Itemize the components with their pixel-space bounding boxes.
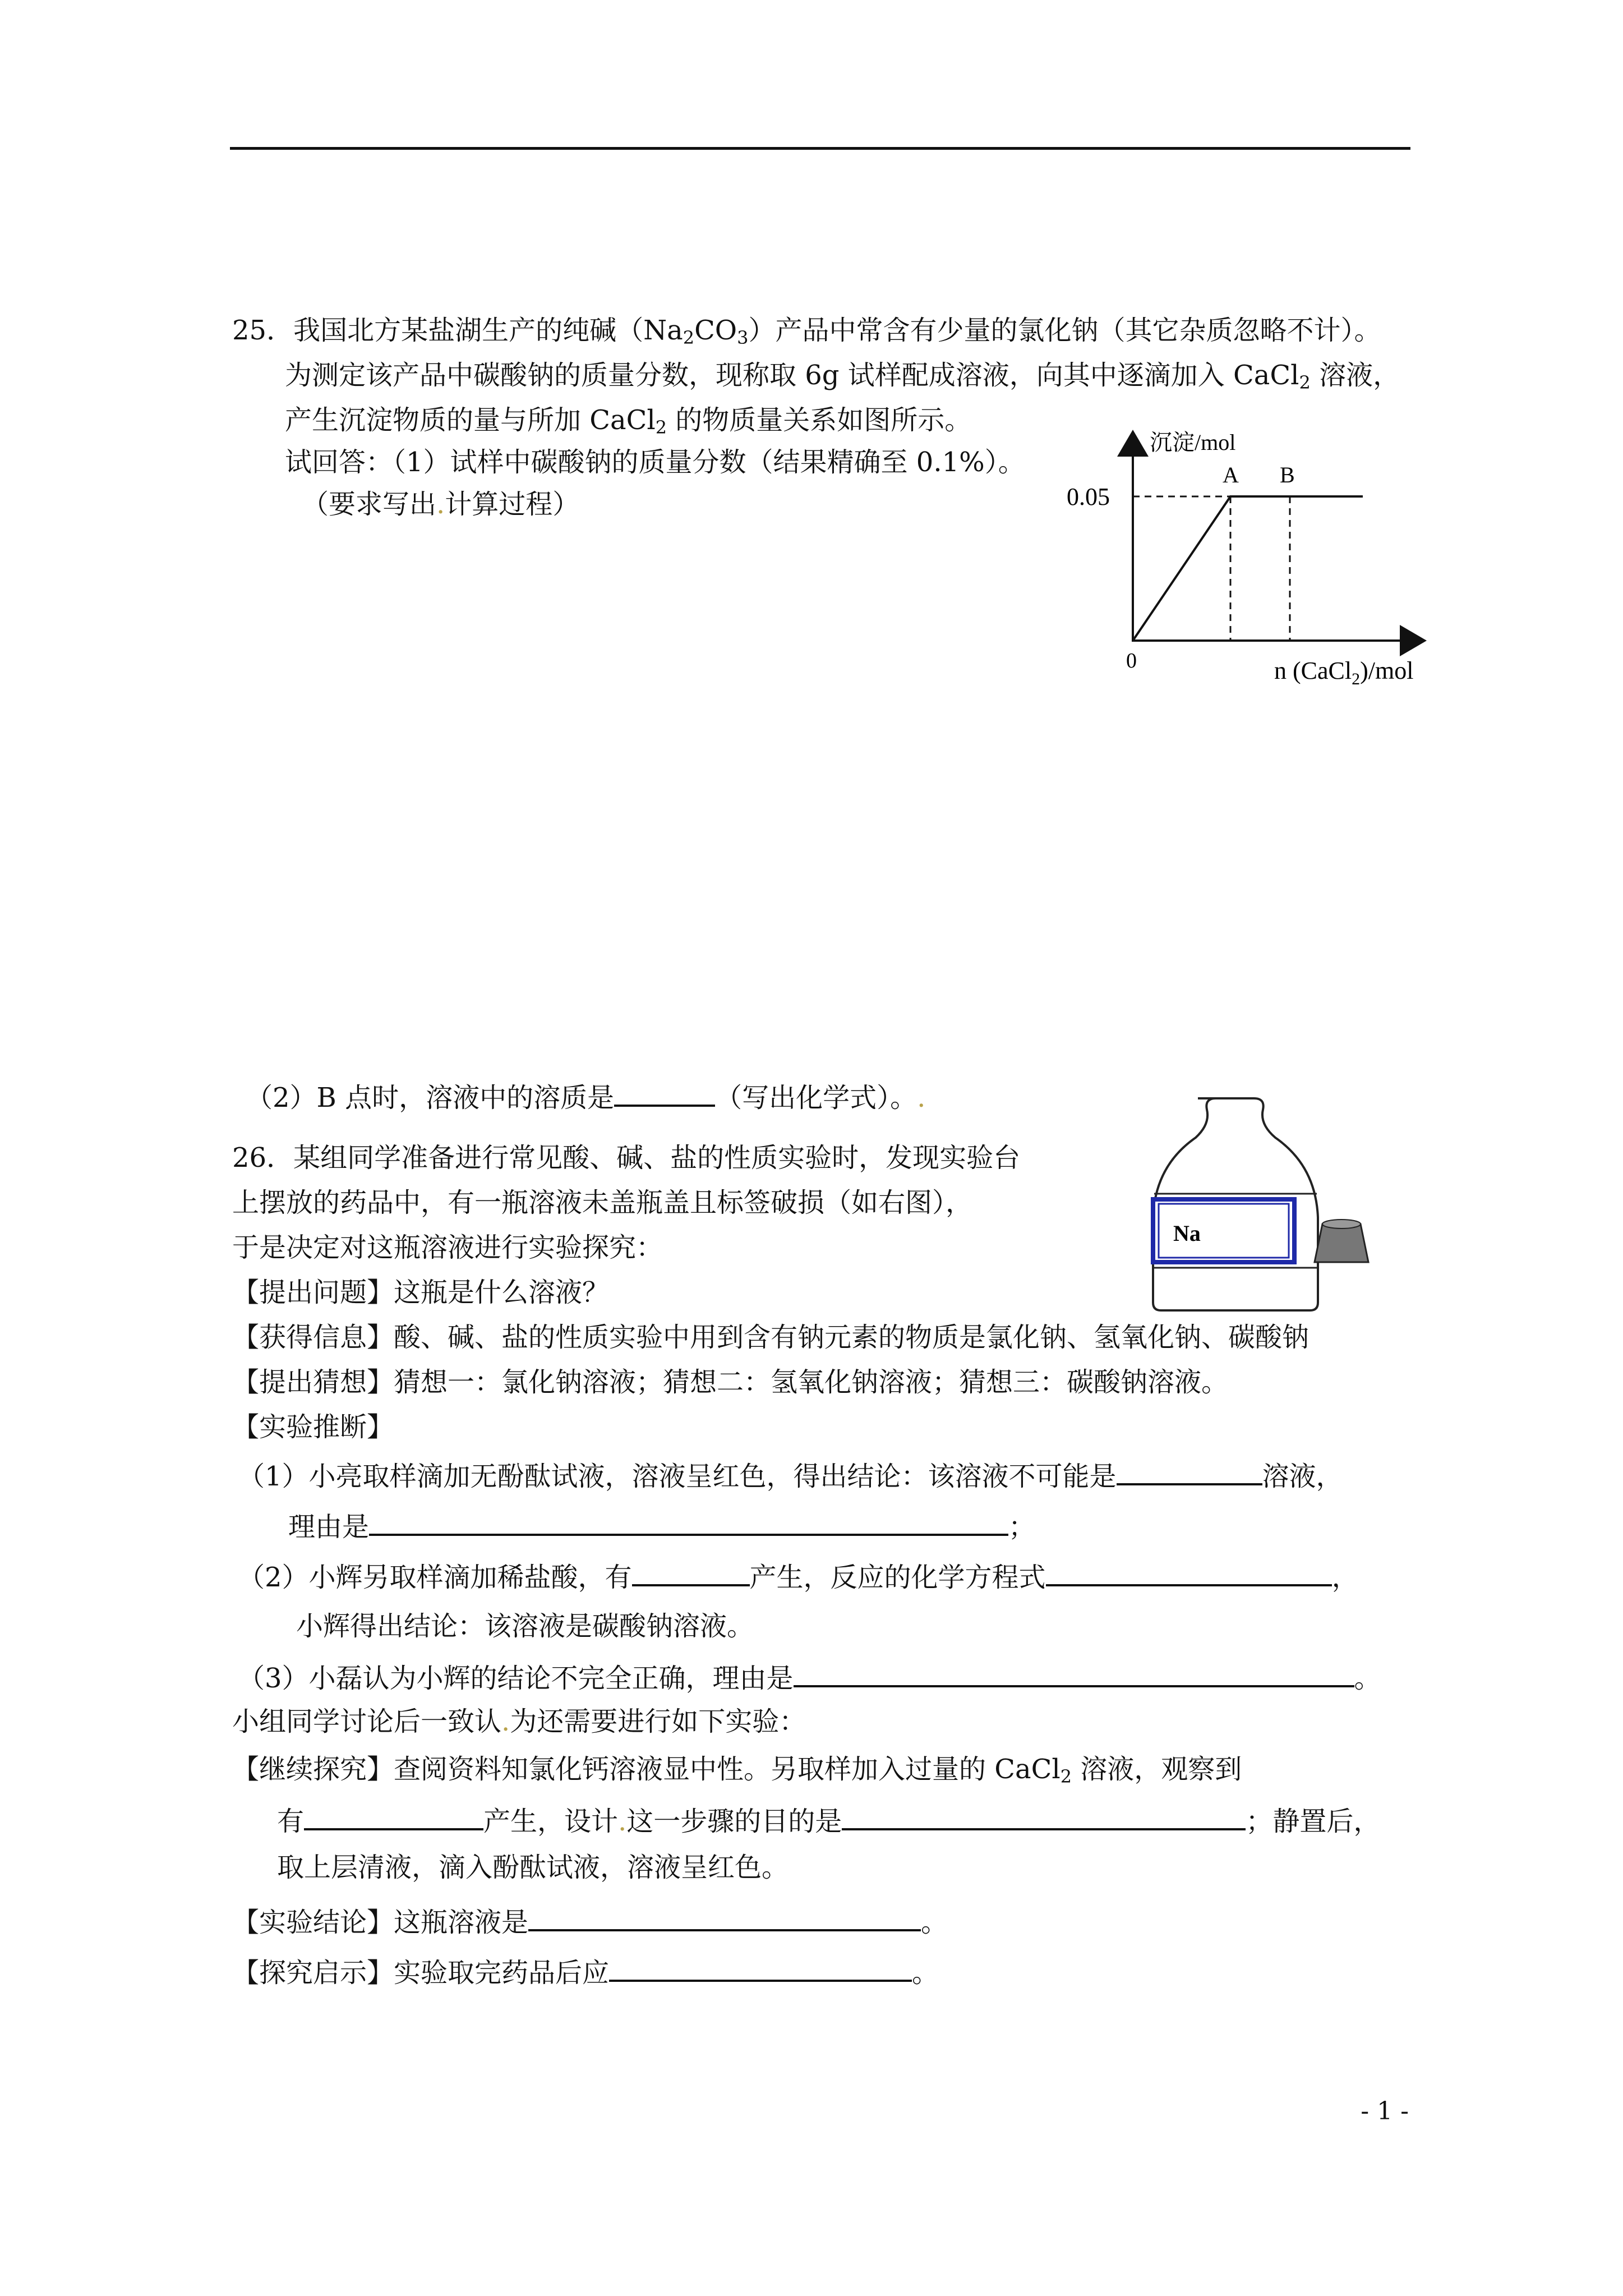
bottle-illustration xyxy=(1144,1094,1385,1318)
precipitate-graph xyxy=(1054,415,1447,696)
q26-line-17: 【实验结论】这瓶溶液是 。 xyxy=(232,1904,948,1939)
q26-line-12: （3）小磊认为小辉的结论不完全正确，理由是 。 xyxy=(238,1660,1381,1695)
q26-line-7: 【实验推断】 xyxy=(232,1411,394,1443)
q26-line-10: （2）小辉另取样滴加稀盐酸，有 产生，反应的化学方程式 ， xyxy=(238,1559,1359,1594)
x-axis-label: n (CaCl$_2$)/mol xyxy=(1274,657,1414,688)
y-axis-label: 沉淀/mol xyxy=(1150,430,1236,455)
q26-line-3: 于是决定对这瓶溶液进行实验探究： xyxy=(232,1232,663,1263)
origin-label: 0 xyxy=(1126,649,1137,673)
q26-line-8: （1）小亮取样滴加无酚酞试液，溶液呈红色，得出结论：该溶液不可能是 溶液， xyxy=(238,1458,1343,1493)
q26-line-11: 小辉得出结论：该溶液是碳酸钠溶液。 xyxy=(296,1611,754,1642)
q26-line-5: 【获得信息】酸、碱、盐的性质实验中用到含有钠元素的物质是氯化钠、氢氧化钠、碳酸钠 xyxy=(232,1322,1310,1353)
q26-line-9: 理由是 ； xyxy=(288,1509,1035,1543)
q26-line-6: 【提出猜想】猜想一：氯化钠溶液；猜想二：氢氧化钠溶液；猜想三：碳酸钠溶液。 xyxy=(232,1366,1229,1398)
y-tick-label: 0.05 xyxy=(1067,483,1110,510)
q25-line-4: 试回答：（1）试样中碳酸钠的质量分数（结果精确至 0.1%）。 xyxy=(285,447,1025,478)
bottle-label-text: Na xyxy=(1173,1221,1201,1246)
bottle-cap-top xyxy=(1322,1220,1361,1228)
q26-line-15: 有 产生，设计.这一步骤的目的是 ；静置后， xyxy=(277,1803,1380,1838)
q26-line-2: 上摆放的药品中，有一瓶溶液未盖瓶盖且标签破损（如右图）， xyxy=(232,1187,973,1218)
q25-line-2: 为测定该产品中碳酸钠的质量分数，现称取 6g 试样配成溶液，向其中逐滴加入 CaCl$_2$ 溶液， xyxy=(285,360,1400,393)
q25-line-5: （要求写出.计算过程） xyxy=(302,489,580,520)
q26-line-16: 取上层清液，滴入酚酞试液，溶液呈红色。 xyxy=(277,1852,789,1883)
header-rule xyxy=(230,147,1410,150)
q25-line-3: 产生沉淀物质的量与所加 CaCl$_2$ 的物质量关系如图所示。 xyxy=(285,404,972,438)
q26-line-1: 26．某组同学准备进行常见酸、碱、盐的性质实验时，发现实验台 xyxy=(232,1142,1021,1174)
q26-line-13: 小组同学讨论后一致认.为还需要进行如下实验： xyxy=(232,1706,806,1737)
point-b-label: B xyxy=(1280,462,1295,487)
point-a-label: A xyxy=(1223,462,1239,487)
data-line xyxy=(1133,496,1363,641)
q26-line-14: 【继续探究】查阅资料知氯化钙溶液显中性。另取样加入过量的 CaCl$_2$ 溶液，观察到 xyxy=(232,1754,1242,1787)
q26-line-4: 【提出问题】这瓶是什么溶液？ xyxy=(232,1277,610,1308)
bottle-cap xyxy=(1315,1224,1368,1262)
q26-line-18: 【探究启示】实验取完药品后应 。 xyxy=(232,1955,939,1989)
q25-part2: （2）B 点时，溶液中的溶质是 （写出化学式）。. xyxy=(246,1080,925,1114)
page-number: - 1 - xyxy=(1361,2097,1409,2125)
q25-line-1: 25．我国北方某盐湖生产的纯碱$(Na_2CO_3)$产品中常含有少量的氯化钠（其它杂质忽略不计）。 xyxy=(232,315,1381,348)
